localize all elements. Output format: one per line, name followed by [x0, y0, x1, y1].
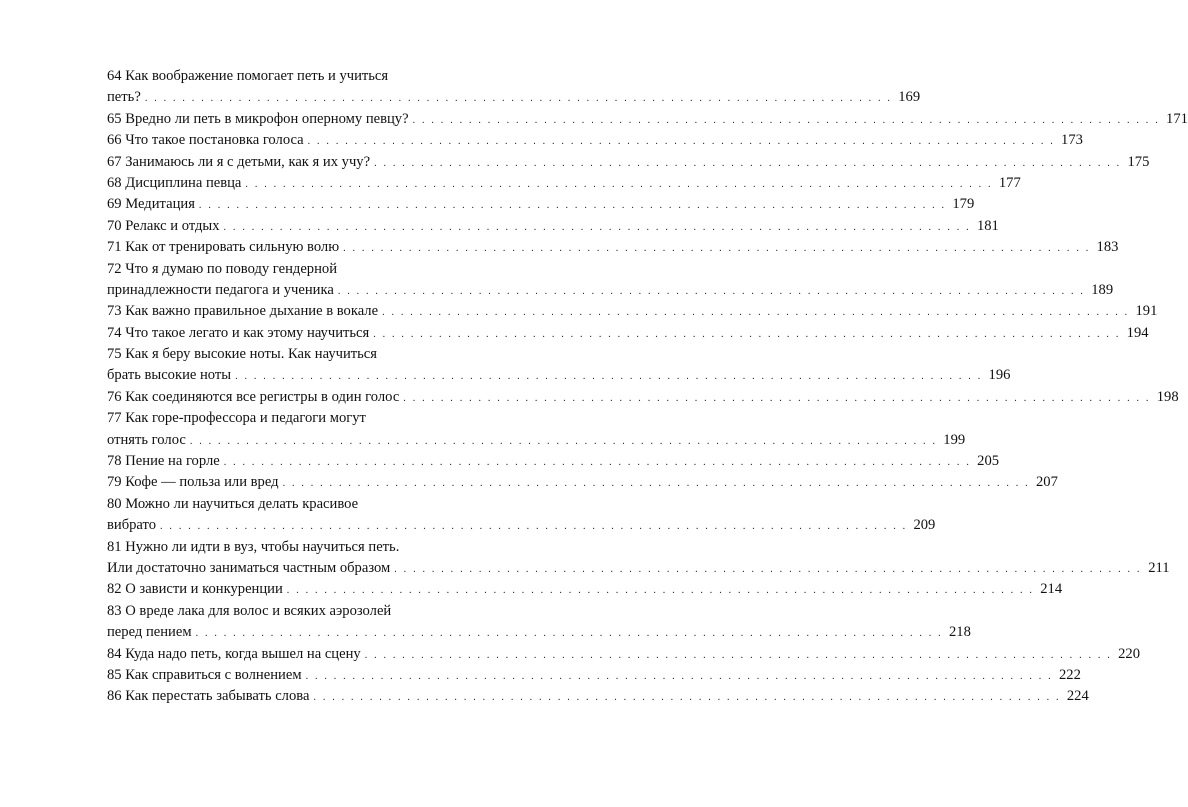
dot-leader: . . . . . . . . . . . . . . . . . . . . . . . . . . . . . . . . . . . . . . . . . . . . . . . . . . . . . . . . . . . . . . . . . . . . . . . . . . . . . . . . [382, 307, 1130, 319]
toc-entry-line-final [107, 130, 1083, 151]
toc-entry-line-final [107, 87, 921, 108]
toc-page-number: 183 [1096, 239, 1119, 256]
toc-entry-title: 77 Как горе-профессора и педагоги могут [107, 410, 366, 427]
toc-entry-title: 86 Как перестать забывать слова [107, 688, 310, 705]
toc-entry[interactable] [107, 237, 1119, 258]
toc-entry-title: 66 Что такое постановка голоса [107, 132, 304, 149]
dot-leader: . . . . . . . . . . . . . . . . . . . . . . . . . . . . . . . . . . . . . . . . . . . . . . . . . . . . . . . . . . . . . . . . . . . . . . . . . . . . . . . . [305, 670, 1053, 682]
toc-page-number: 198 [1156, 388, 1179, 405]
toc-entry[interactable] [107, 301, 1158, 322]
toc-entry-line [107, 66, 479, 87]
toc-entry-line-final [107, 173, 1021, 194]
toc-page-number: 222 [1058, 666, 1081, 683]
toc-entry-line-final [107, 152, 1150, 173]
toc-entry-line-final [107, 323, 1149, 344]
toc-page-number: 171 [1166, 110, 1188, 127]
toc-entry-title: 78 Пение на горле [107, 453, 220, 470]
toc-entry-line [107, 344, 479, 365]
toc-entry-title: 74 Что такое легато и как этому научиться [107, 324, 370, 341]
toc-entry-line-final [107, 644, 1140, 665]
toc-entry-line-final [107, 237, 1119, 258]
toc-entry-title: вибрато [107, 517, 157, 534]
toc-entry-title: 67 Занимаюсь ли я с детьми, как я их учу? [107, 153, 371, 170]
toc-page-number: 209 [913, 517, 936, 534]
dot-leader: . . . . . . . . . . . . . . . . . . . . . . . . . . . . . . . . . . . . . . . . . . . . . . . . . . . . . . . . . . . . . . . . . . . . . . . . . . . . . . . . [307, 136, 1055, 148]
toc-entry[interactable] [107, 323, 1149, 344]
toc-page-number: 218 [948, 624, 971, 641]
toc-entry-title: Или достаточно заниматься частным образом [107, 559, 391, 576]
dot-leader: . . . . . . . . . . . . . . . . . . . . . . . . . . . . . . . . . . . . . . . . . . . . . . . . . . . . . . . . . . . . . . . . . . . . . . . . . . . . . . . . [198, 200, 947, 212]
toc-entry-title: перед пением [107, 624, 192, 641]
toc-entry-line [107, 259, 479, 280]
dot-leader: . . . . . . . . . . . . . . . . . . . . . . . . . . . . . . . . . . . . . . . . . . . . . . . . . . . . . . . . . . . . . . . . . . . . . . . . . . . . . . . . [223, 221, 971, 233]
toc-entry-title: 64 Как воображение помогает петь и учиться [107, 68, 389, 84]
toc-entry[interactable] [107, 109, 1188, 130]
toc-entry[interactable] [107, 259, 1114, 302]
toc-page-number: 181 [976, 217, 999, 234]
toc-entry-title: 73 Как важно правильное дыхание в вокале [107, 303, 379, 320]
toc-entry-title: принадлежности педагога и ученика [107, 281, 334, 298]
dot-leader: . . . . . . . . . . . . . . . . . . . . . . . . . . . . . . . . . . . . . . . . . . . . . . . . . . . . . . . . . . . . . . . . . . . . . . . . . . . . . . . . [374, 157, 1122, 169]
dot-leader: . . . . . . . . . . . . . . . . . . . . . . . . . . . . . . . . . . . . . . . . . . . . . . . . . . . . . . . . . . . . . . . . . . . . . . . . . . . . . . . . [343, 243, 1091, 255]
toc-page-number: 224 [1066, 688, 1089, 705]
toc-entry-title: 68 Дисциплина певца [107, 174, 242, 191]
toc-entry-line-final [107, 365, 1011, 386]
toc-entry-line-final [107, 194, 975, 215]
dot-leader: . . . . . . . . . . . . . . . . . . . . . . . . . . . . . . . . . . . . . . . . . . . . . . . . . . . . . . . . . . . . . . . . . . . . . . . . . . . . . . . . [394, 563, 1142, 575]
dot-leader: . . . . . . . . . . . . . . . . . . . . . . . . . . . . . . . . . . . . . . . . . . . . . . . . . . . . . . . . . . . . . . . . . . . . . . . . . . . . . . . . [235, 371, 983, 383]
toc-entry[interactable] [107, 472, 1058, 493]
toc-entry-title: 85 Как справиться с волнением [107, 666, 302, 683]
toc-entry[interactable] [107, 152, 1150, 173]
toc-page-number: 169 [898, 89, 921, 106]
dot-leader: . . . . . . . . . . . . . . . . . . . . . . . . . . . . . . . . . . . . . . . . . . . . . . . . . . . . . . . . . . . . . . . . . . . . . . . . . . . . . . . . [373, 328, 1121, 340]
toc-entry-line-final [107, 665, 1081, 686]
toc-entry-title: 75 Как я беру высокие ноты. Как научиться [107, 346, 377, 363]
toc-entry-line [107, 601, 479, 622]
toc-page-number: 173 [1061, 132, 1083, 149]
toc-entry[interactable] [107, 66, 921, 109]
toc-entry-title: отнять голос [107, 431, 186, 448]
dot-leader: . . . . . . . . . . . . . . . . . . . . . . . . . . . . . . . . . . . . . . . . . . . . . . . . . . . . . . . . . . . . . . . . . . . . . . . . . . . . . . . . [364, 649, 1112, 661]
toc-entry[interactable] [107, 644, 1140, 665]
table-of-contents [107, 66, 1188, 708]
toc-entry-line-final [107, 387, 1179, 408]
toc-entry-line-final [107, 515, 936, 536]
toc-entry[interactable] [107, 387, 1179, 408]
toc-entry-line [107, 537, 479, 558]
toc-entry[interactable] [107, 686, 1089, 707]
toc-entry[interactable] [107, 408, 966, 451]
toc-entry-title: петь? [107, 89, 141, 106]
toc-entry-title: 72 Что я думаю по поводу гендерной [107, 260, 338, 277]
toc-entry-title: 65 Вредно ли петь в микрофон оперному певцу? [107, 110, 409, 127]
dot-leader: . . . . . . . . . . . . . . . . . . . . . . . . . . . . . . . . . . . . . . . . . . . . . . . . . . . . . . . . . . . . . . . . . . . . . . . . . . . . . . . . [337, 285, 1086, 297]
toc-entry-title: 71 Как от тренировать сильную волю [107, 239, 340, 256]
dot-leader: . . . . . . . . . . . . . . . . . . . . . . . . . . . . . . . . . . . . . . . . . . . . . . . . . . . . . . . . . . . . . . . . . . . . . . . . . . . . . . . . [160, 521, 908, 533]
toc-entry-line-final [107, 216, 999, 237]
toc-entry-title: брать высокие ноты [107, 367, 232, 384]
toc-page-number: 196 [988, 367, 1011, 384]
toc-entry-line-final [107, 301, 1158, 322]
dot-leader: . . . . . . . . . . . . . . . . . . . . . . . . . . . . . . . . . . . . . . . . . . . . . . . . . . . . . . . . . . . . . . . . . . . . . . . . . . . . . . . . [282, 478, 1030, 490]
toc-entry[interactable] [107, 451, 1000, 472]
toc-entry-title: 80 Можно ли научиться делать красивое [107, 495, 359, 512]
toc-page-number: 189 [1091, 281, 1114, 298]
dot-leader: . . . . . . . . . . . . . . . . . . . . . . . . . . . . . . . . . . . . . . . . . . . . . . . . . . . . . . . . . . . . . . . . . . . . . . . . . . . . . . . . [223, 457, 972, 469]
toc-page-number: 175 [1127, 153, 1150, 170]
toc-entry-line-final [107, 109, 1188, 130]
toc-entry-line-final [107, 472, 1058, 493]
toc-entry-title: 82 О зависти и конкуренции [107, 581, 283, 598]
dot-leader: . . . . . . . . . . . . . . . . . . . . . . . . . . . . . . . . . . . . . . . . . . . . . . . . . . . . . . . . . . . . . . . . . . . . . . . . . . . . . . . . [144, 93, 893, 105]
dot-leader: . . . . . . . . . . . . . . . . . . . . . . . . . . . . . . . . . . . . . . . . . . . . . . . . . . . . . . . . . . . . . . . . . . . . . . . . . . . . . . . . [195, 628, 943, 640]
dot-leader: . . . . . . . . . . . . . . . . . . . . . . . . . . . . . . . . . . . . . . . . . . . . . . . . . . . . . . . . . . . . . . . . . . . . . . . . . . . . . . . . [313, 692, 1061, 704]
dot-leader: . . . . . . . . . . . . . . . . . . . . . . . . . . . . . . . . . . . . . . . . . . . . . . . . . . . . . . . . . . . . . . . . . . . . . . . . . . . . . . . . [412, 114, 1160, 126]
dot-leader: . . . . . . . . . . . . . . . . . . . . . . . . . . . . . . . . . . . . . . . . . . . . . . . . . . . . . . . . . . . . . . . . . . . . . . . . . . . . . . . . [286, 585, 1035, 597]
toc-page-number: 205 [977, 453, 1000, 470]
toc-page-number: 191 [1135, 303, 1158, 320]
toc-entry[interactable] [107, 537, 1170, 580]
toc-page-number: 214 [1040, 581, 1063, 598]
dot-leader: . . . . . . . . . . . . . . . . . . . . . . . . . . . . . . . . . . . . . . . . . . . . . . . . . . . . . . . . . . . . . . . . . . . . . . . . . . . . . . . . [403, 392, 1151, 404]
toc-entry[interactable] [107, 173, 1021, 194]
toc-page-number: 199 [943, 431, 966, 448]
toc-entry-title: 81 Нужно ли идти в вуз, чтобы научиться петь. [107, 538, 400, 555]
toc-entry[interactable] [107, 494, 936, 537]
toc-entry-title: 79 Кофе — польза или вред [107, 474, 279, 491]
toc-entry-title: 70 Релакс и отдых [107, 217, 220, 234]
toc-page-number: 179 [952, 196, 975, 213]
toc-entry-line-final [107, 280, 1114, 301]
toc-page-number: 207 [1035, 474, 1058, 491]
toc-entry[interactable] [107, 601, 971, 644]
toc-entry-line-final [107, 451, 1000, 472]
dot-leader: . . . . . . . . . . . . . . . . . . . . . . . . . . . . . . . . . . . . . . . . . . . . . . . . . . . . . . . . . . . . . . . . . . . . . . . . . . . . . . . . [189, 435, 938, 447]
toc-page-number: 211 [1148, 559, 1170, 576]
toc-entry[interactable] [107, 216, 999, 237]
toc-entry[interactable] [107, 344, 1011, 387]
dot-leader: . . . . . . . . . . . . . . . . . . . . . . . . . . . . . . . . . . . . . . . . . . . . . . . . . . . . . . . . . . . . . . . . . . . . . . . . . . . . . . . . [245, 178, 993, 190]
toc-entry-line-final [107, 622, 971, 643]
toc-entry-line-final [107, 579, 1063, 600]
toc-entry[interactable] [107, 579, 1063, 600]
toc-entry-line [107, 494, 479, 515]
toc-page-number: 194 [1126, 324, 1149, 341]
toc-entry-title: 84 Куда надо петь, когда вышел на сцену [107, 645, 361, 662]
toc-entry[interactable] [107, 665, 1081, 686]
toc-entry[interactable] [107, 130, 1083, 151]
toc-entry[interactable] [107, 194, 975, 215]
toc-entry-title: 83 О вреде лака для волос и всяких аэрозолей [107, 602, 392, 619]
toc-entry-title: 76 Как соединяются все регистры в один голос [107, 388, 400, 405]
toc-entry-title: 69 Медитация [107, 196, 195, 213]
toc-page-number: 220 [1118, 645, 1140, 662]
toc-entry-line [107, 408, 479, 429]
toc-entry-line-final [107, 430, 966, 451]
toc-entry-line-final [107, 558, 1170, 579]
toc-page-number: 177 [998, 174, 1021, 191]
toc-entry-line-final [107, 686, 1089, 707]
